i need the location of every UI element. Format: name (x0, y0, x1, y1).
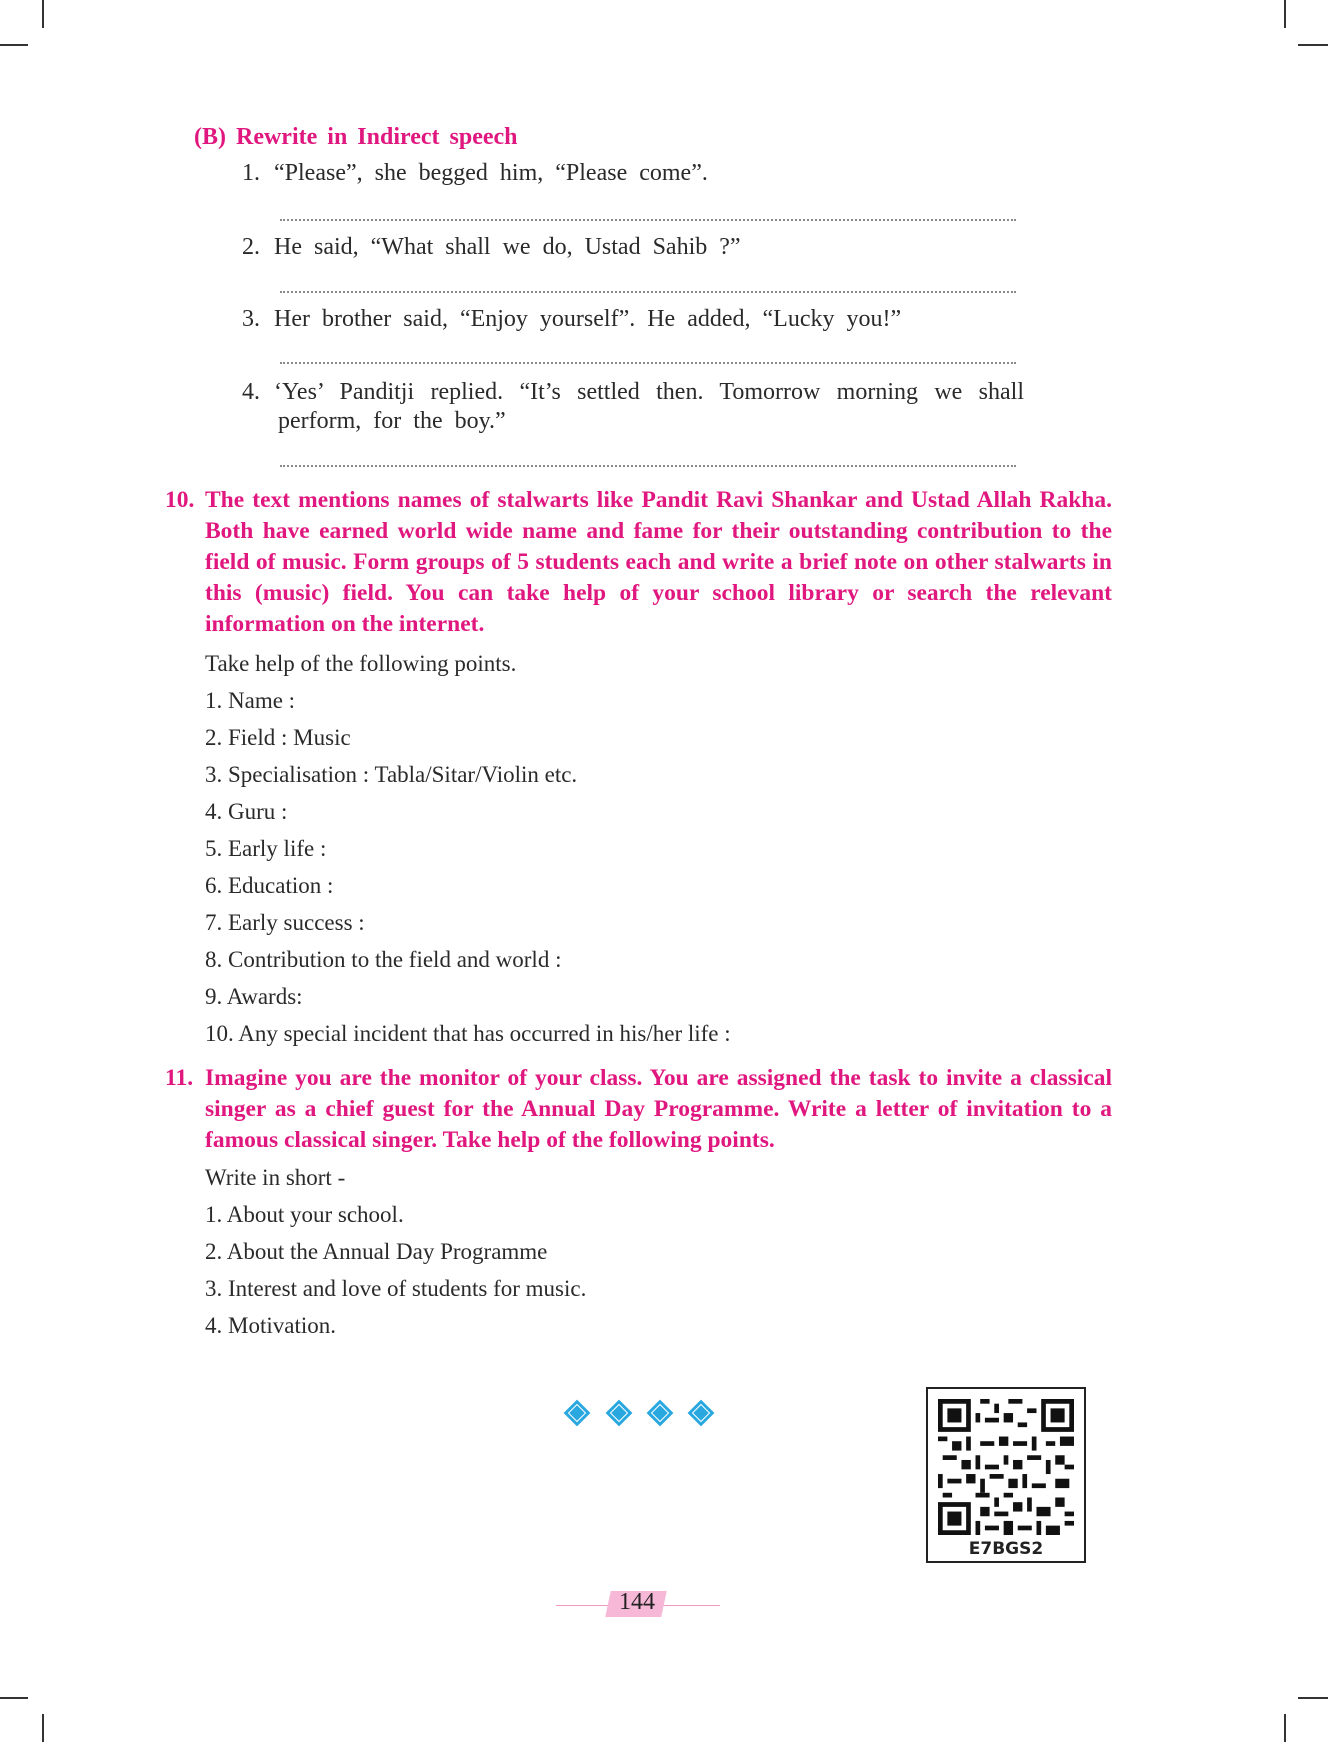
diamond-divider (562, 1399, 722, 1429)
points-intro: Write in short - (205, 1165, 346, 1190)
item-number: 3. (242, 306, 260, 332)
list-item: 4. Motivation. (205, 1313, 336, 1338)
diamond-icon (690, 1402, 713, 1425)
answer-line[interactable] (280, 362, 1016, 364)
list-item: 3. Specialisation : Tabla/Sitar/Violin etc. (205, 762, 578, 787)
answer-line[interactable] (280, 219, 1016, 221)
question-number: 11. (165, 1065, 194, 1091)
crop-mark (1298, 1697, 1328, 1699)
list-item: 5. Early life : (205, 836, 327, 861)
item-number: 1. (242, 160, 260, 186)
qr-code-icon (938, 1399, 1074, 1535)
crop-mark (0, 1697, 28, 1699)
crop-mark (42, 0, 44, 28)
item-number: 2. (242, 234, 260, 260)
crop-mark (42, 1714, 44, 1742)
list-item (242, 160, 708, 187)
item-text-continued: perform, for the boy.” (278, 408, 506, 434)
item-text: Her brother said, “Enjoy yourself”. He added, “Lucky you!” (274, 306, 902, 332)
item-text: ‘Yes’ Panditji replied. “It’s settled then. Tomorrow morning we shall (274, 379, 1024, 405)
answer-line[interactable] (280, 465, 1016, 467)
item-number: 4. (242, 379, 260, 405)
list-item (242, 234, 741, 261)
list-item: 1. About your school. (205, 1202, 404, 1227)
list-item: 2. Field : Music (205, 725, 351, 750)
crop-mark (1284, 1714, 1286, 1742)
list-item (242, 379, 1024, 435)
diamond-icon (566, 1402, 589, 1425)
section-b-title: (B) Rewrite in Indirect speech (194, 124, 518, 150)
crop-mark (1284, 0, 1286, 28)
item-text: He said, “What shall we do, Ustad Sahib ?” (274, 234, 741, 260)
question-text: The text mentions names of stalwarts like Pandit Ravi Shankar and Ustad Allah Rakha. Both have earned world wide name and fame for their outstanding contribution to the field of music. Form groups of 5 students each and write a brief note on other stalwarts in this (music) field. You can take help of your school library or search the relevant information on the internet. (205, 487, 1112, 637)
list-item: 1. Name : (205, 688, 296, 713)
list-item (242, 306, 901, 333)
page-number: 144 (619, 1589, 655, 1615)
crop-mark (1298, 44, 1328, 46)
qr-code-box[interactable] (926, 1387, 1086, 1563)
question-11 (165, 1063, 1112, 1156)
answer-line[interactable] (280, 291, 1016, 293)
list-item: 6. Education : (205, 873, 334, 898)
question-text: Imagine you are the monitor of your class. You are assigned the task to invite a classical singer as a chief guest for the Annual Day Programme. Write a letter of invitation to a famous classical singer. Take help of the following points. (205, 1065, 1112, 1153)
list-item: 2. About the Annual Day Programme (205, 1239, 548, 1264)
item-text: “Please”, she begged him, “Please come”. (274, 160, 708, 186)
list-item: 10. Any special incident that has occurred in his/her life : (205, 1021, 731, 1046)
crop-mark (0, 44, 28, 46)
list-item: 4. Guru : (205, 799, 288, 824)
list-item: 9. Awards: (205, 984, 303, 1009)
list-item: 8. Contribution to the field and world : (205, 947, 562, 972)
diamond-icon (649, 1402, 672, 1425)
question-10 (165, 485, 1112, 640)
question-number: 10. (165, 487, 195, 513)
list-item: 3. Interest and love of students for music. (205, 1276, 587, 1301)
diamond-icon (608, 1402, 631, 1425)
points-intro: Take help of the following points. (205, 651, 517, 676)
list-item: 7. Early success : (205, 910, 365, 935)
qr-code-label: E7BGS2 (968, 1539, 1044, 1559)
